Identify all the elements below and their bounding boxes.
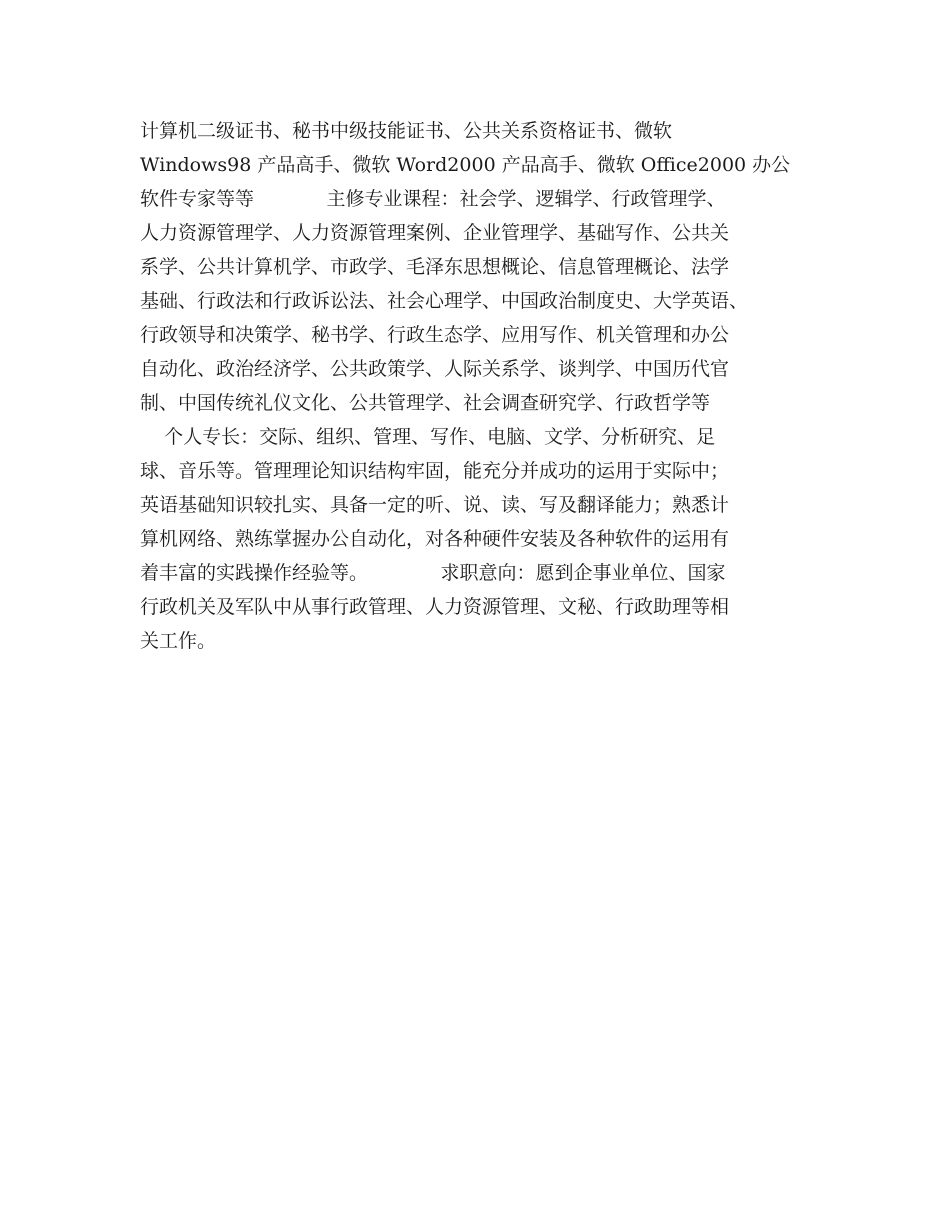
text-line: 英语基础知识较扎实、具备一定的听、说、读、写及翻译能力；熟悉计 — [140, 494, 730, 516]
text-line: Windows98 产品高手、微软 Word2000 产品高手、微软 Office2000 办公 — [140, 154, 791, 176]
text-line: 关工作。 — [140, 630, 217, 652]
text-line: 计算机二级证书、秘书中级技能证书、公共关系资格证书、微软 — [140, 120, 673, 142]
text-line: 个人专长：交际、组织、管理、写作、电脑、文学、分析研究、足 — [140, 426, 716, 448]
text-line: 自动化、政治经济学、公共政策学、人际关系学、谈判学、中国历代官 — [140, 358, 730, 380]
text-line: 球、音乐等。管理理论知识结构牢固，能充分并成功的运用于实际中； — [140, 460, 730, 482]
text-line: 算机网络、熟练掌握办公自动化，对各种硬件安装及各种软件的运用有 — [140, 528, 730, 550]
text-line: 系学、公共计算机学、市政学、毛泽东思想概论、信息管理概论、法学 — [140, 256, 730, 278]
text-line: 基础、行政法和行政诉讼法、社会心理学、中国政治制度史、大学英语、 — [140, 290, 749, 312]
text-line: 行政领导和决策学、秘书学、行政生态学、应用写作、机关管理和办公 — [140, 324, 730, 346]
text-line: 制、中国传统礼仪文化、公共管理学、社会调查研究学、行政哲学等 — [140, 392, 711, 414]
text-line: 人力资源管理学、人力资源管理案例、企业管理学、基础写作、公共关 — [140, 222, 730, 244]
text-line: 着丰富的实践操作经验等。 求职意向：愿到企事业单位、国家 — [140, 562, 726, 584]
text-line: 行政机关及军队中从事行政管理、人力资源管理、文秘、行政助理等相 — [140, 596, 730, 618]
text-line: 软件专家等等 主修专业课程：社会学、逻辑学、行政管理学、 — [140, 188, 726, 210]
document-body-text — [140, 114, 830, 658]
